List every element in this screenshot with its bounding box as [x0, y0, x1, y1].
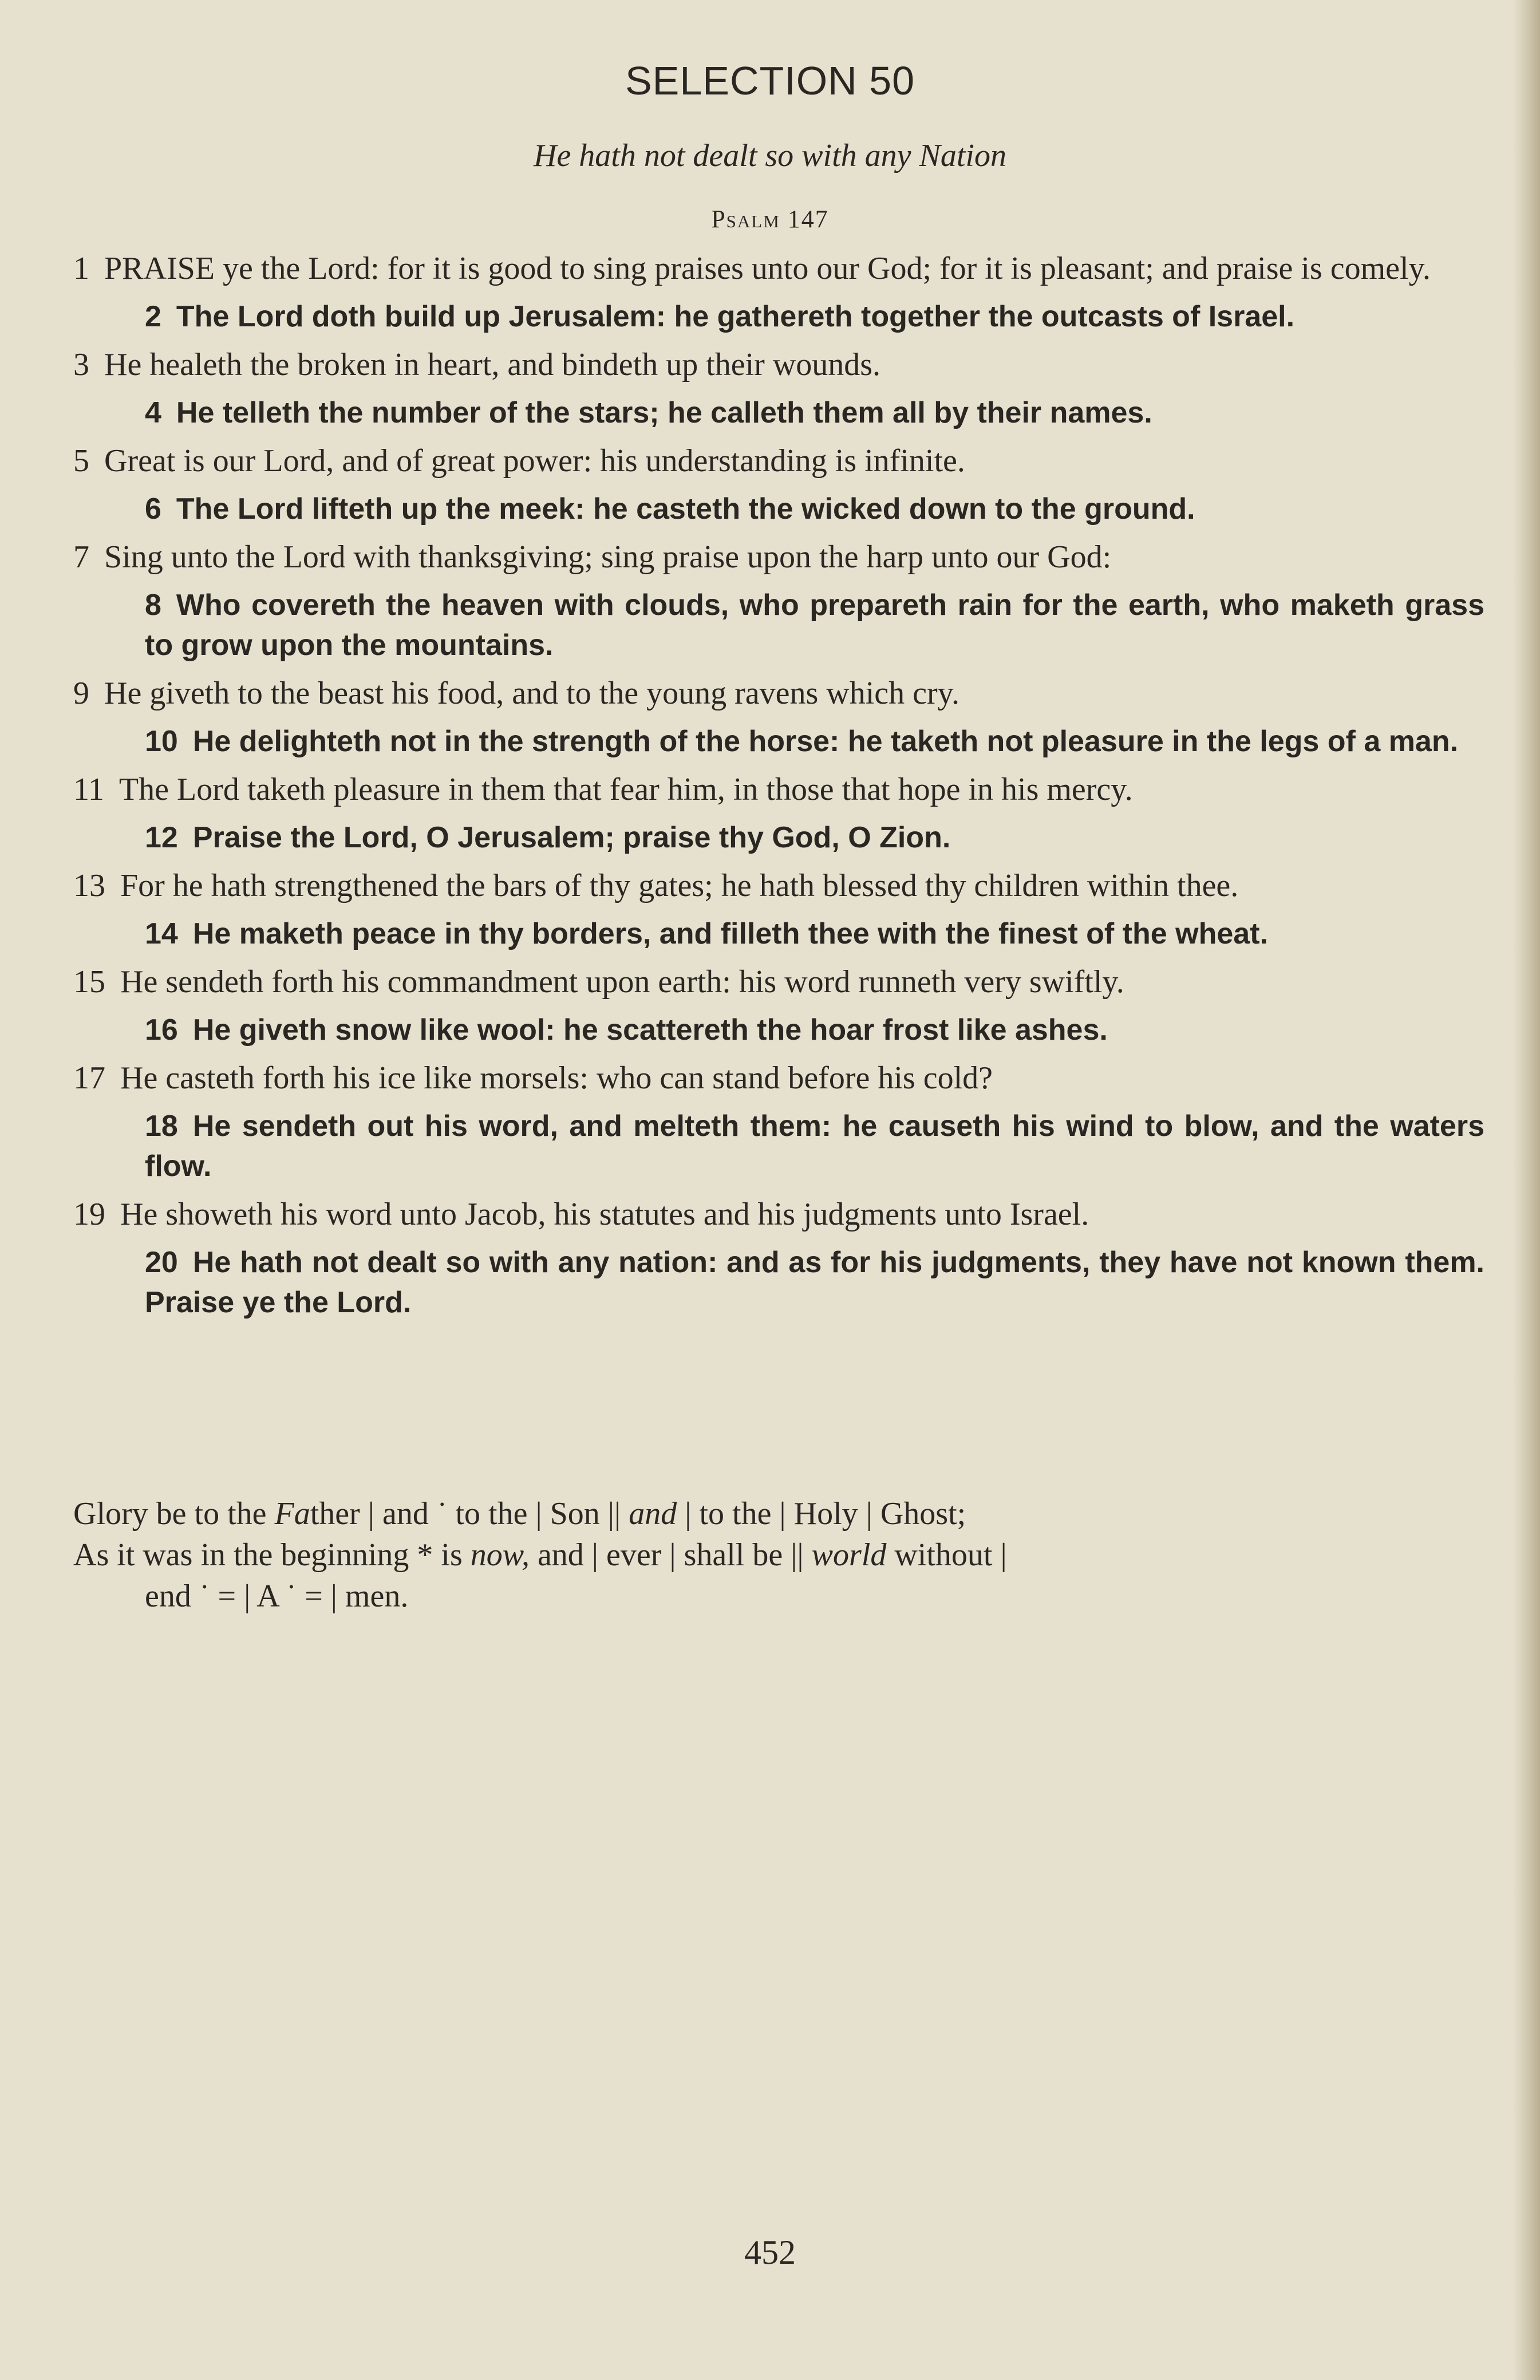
verse-text: He giveth snow like wool: he scattereth the hoar frost like ashes.	[192, 1013, 1108, 1047]
gloria-italic-text: world	[811, 1537, 887, 1573]
verse-10	[73, 721, 1484, 761]
verse-text: The Lord doth build up Jerusalem: he gathereth together the outcasts of Israel.	[176, 300, 1295, 333]
verse-text: He showeth his word unto Jacob, his statutes and his judgments unto Israel.	[120, 1197, 1089, 1232]
verse-number: 15	[73, 964, 105, 1000]
verse-number: 8	[145, 589, 161, 622]
verse-2	[73, 297, 1484, 337]
verse-1	[73, 248, 1484, 289]
verse-number: 11	[73, 772, 104, 807]
verse-number: 19	[73, 1197, 105, 1232]
selection-title: SELECTION 50	[625, 58, 915, 103]
gloria-italic-text: now,	[470, 1537, 530, 1573]
verse-text: He healeth the broken in heart, and bindeth up their wounds.	[104, 347, 881, 382]
verse-text: The Lord taketh pleasure in them that fear him, in those that hope in his mercy.	[119, 772, 1133, 807]
verse-text: PRAISE ye the Lord: for it is good to sing praises unto our God; for it is pleasant; and praise is comely.	[104, 251, 1431, 286]
verse-14	[73, 914, 1484, 954]
gloria-text: and | ever | shall be ||	[529, 1537, 812, 1573]
verse-text: Praise the Lord, O Jerusalem; praise thy God, O Zion.	[192, 821, 951, 854]
verse-3	[73, 345, 1484, 385]
verse-18	[73, 1106, 1484, 1186]
gloria-continuation: end ˙ = | A ˙ = | men.	[145, 1578, 409, 1614]
verse-text: Who covereth the heaven with clouds, who prepareth rain for the earth, who maketh grass to grow upon the mountains.	[145, 589, 1484, 662]
verse-19	[73, 1194, 1484, 1234]
verse-7	[73, 537, 1484, 577]
verse-number: 16	[145, 1013, 178, 1047]
verse-number: 13	[73, 868, 105, 903]
verse-20	[73, 1242, 1484, 1323]
verse-number: 6	[145, 492, 161, 526]
verse-number: 4	[145, 396, 161, 429]
gloria-line-2	[73, 1534, 1484, 1617]
verse-16	[73, 1010, 1484, 1050]
gloria-italic-text: Fa	[274, 1496, 310, 1532]
verse-9	[73, 673, 1484, 713]
verse-number: 2	[145, 300, 161, 333]
gloria-text: As it was in the beginning * is	[73, 1537, 471, 1573]
verse-number: 9	[73, 676, 89, 711]
verse-text: He delighteth not in the strength of the horse: he taketh not pleasure in the legs of a man.	[192, 725, 1459, 758]
verse-number: 3	[73, 347, 89, 382]
verses-list	[73, 248, 1484, 1331]
verse-11	[73, 769, 1484, 810]
page-number: 452	[744, 2233, 796, 2271]
verse-text: For he hath strengthened the bars of thy gates; he hath blessed thy children within thee.	[120, 868, 1239, 903]
verse-number: 5	[73, 443, 89, 479]
gloria-text: without |	[886, 1537, 1007, 1573]
verse-13	[73, 866, 1484, 906]
verse-5	[73, 441, 1484, 481]
verse-8	[73, 585, 1484, 665]
verse-text: The Lord lifteth up the meek: he casteth the wicked down to the ground.	[176, 492, 1195, 526]
verse-text: He telleth the number of the stars; he calleth them all by their names.	[176, 396, 1152, 429]
verse-text: He giveth to the beast his food, and to the young ravens which cry.	[104, 676, 960, 711]
verse-number: 7	[73, 539, 89, 575]
verse-text: Sing unto the Lord with thanksgiving; sing praise upon the harp unto our God:	[104, 539, 1112, 575]
verse-text: Great is our Lord, and of great power: his understanding is infinite.	[104, 443, 965, 479]
verse-15	[73, 962, 1484, 1002]
verse-number: 14	[145, 917, 178, 950]
gloria-text: Glory be to the	[73, 1496, 275, 1532]
gloria-text: ther | and ˙ to the | Son ||	[310, 1496, 629, 1532]
verse-number: 18	[145, 1110, 178, 1143]
verse-number: 20	[145, 1246, 178, 1279]
page-edge-shadow	[1513, 0, 1540, 2380]
verse-text: He maketh peace in thy borders, and filleth thee with the finest of the wheat.	[192, 917, 1268, 950]
verse-text: He sendeth out his word, and melteth them: he causeth his wind to blow, and the waters flow.	[145, 1110, 1484, 1183]
verse-12	[73, 818, 1484, 858]
gloria-text: | to the | Holy | Ghost;	[677, 1496, 966, 1532]
verse-4	[73, 393, 1484, 433]
verse-6	[73, 489, 1484, 529]
gloria-italic-text: and	[629, 1496, 677, 1532]
verse-number: 12	[145, 821, 178, 854]
gloria-line-1	[73, 1493, 1484, 1534]
verse-number: 1	[73, 251, 89, 286]
gloria-patri	[73, 1493, 1484, 1617]
selection-subtitle: He hath not dealt so with any Nation	[534, 138, 1006, 173]
verse-text: He hath not dealt so with any nation: and as for his judgments, they have not known them. Praise ye the Lord.	[145, 1246, 1484, 1319]
verse-number: 17	[73, 1060, 105, 1096]
psalm-reference: Psalm 147	[711, 205, 829, 233]
verse-number: 10	[145, 725, 178, 758]
verse-text: He casteth forth his ice like morsels: who can stand before his cold?	[120, 1060, 993, 1096]
verse-17	[73, 1058, 1484, 1098]
verse-text: He sendeth forth his commandment upon earth: his word runneth very swiftly.	[120, 964, 1124, 1000]
